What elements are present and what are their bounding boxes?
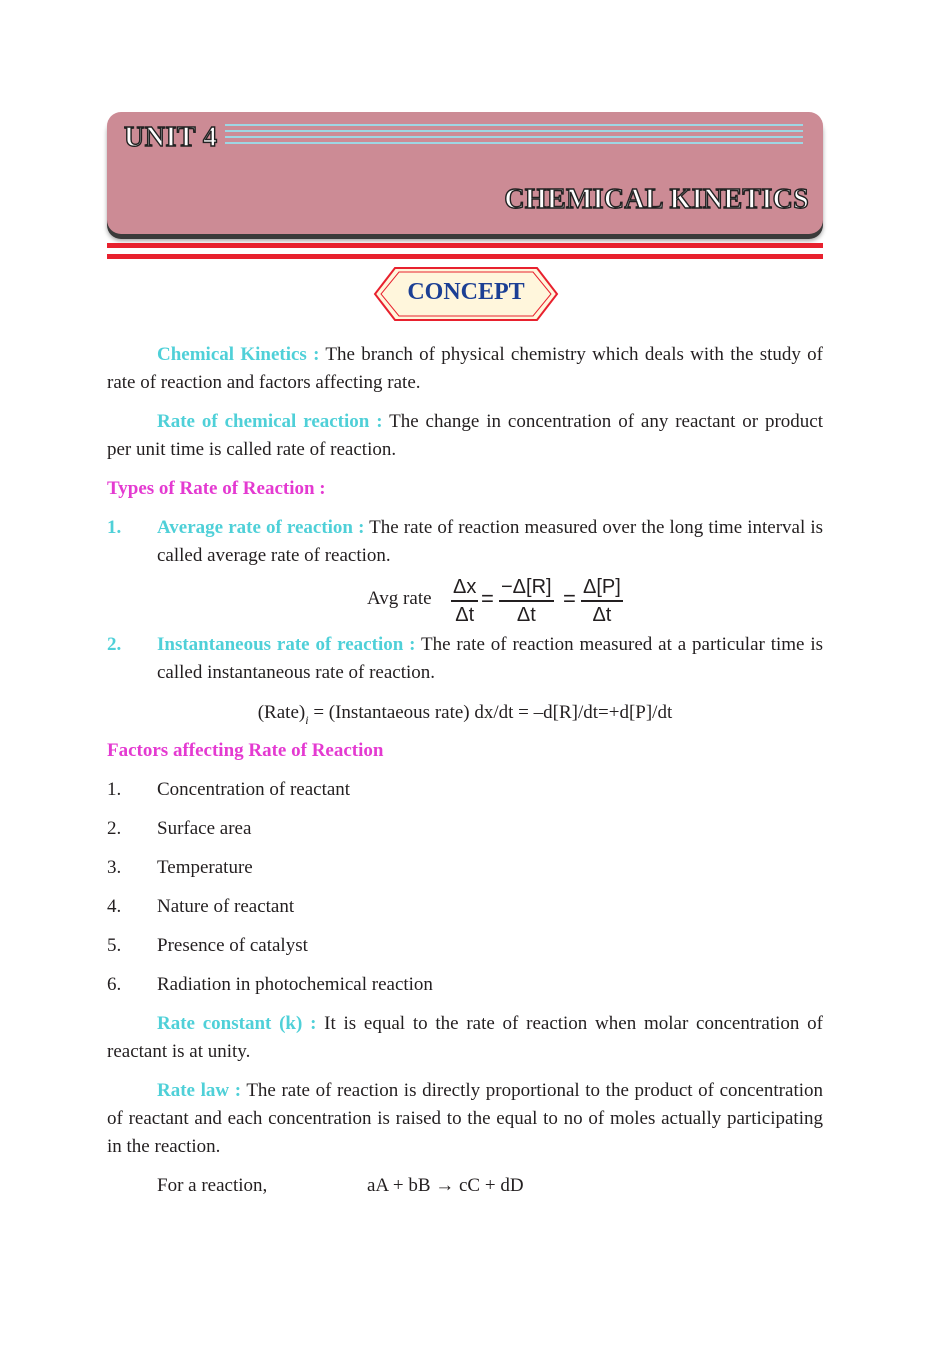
definition-rate-law [107,1077,823,1161]
fraction-dx-dt [451,574,478,628]
list-item [107,932,823,960]
divider-rule [107,243,823,248]
definition-text: It is equal to the rate of reaction when molar concentration of reactant is at unity. [107,1013,823,1062]
definition-text: The branch of physical chemistry which deals with the study of rate of reaction and factors affecting rate. [107,344,824,393]
list-number: 1. [107,779,122,800]
definition-chemical-kinetics [107,341,823,397]
reaction-equation: aA + bB → cC + dD [367,1175,524,1196]
item-text: Temperature [157,857,253,878]
term-average-rate: Average rate of reaction : [157,517,365,538]
term-instantaneous-rate: Instantaneous rate of reaction : [157,634,416,655]
list-number: 6. [107,974,122,995]
list-item [107,854,823,882]
types-heading: Types of Rate of Reaction : [107,478,326,499]
unit-banner [107,112,823,234]
equals-sign: = [563,586,576,611]
concept-badge [373,266,559,322]
list-number: 5. [107,935,122,956]
item-text: The rate of reaction measured at a particular time is called instantaneous rate of reaction. [157,634,824,683]
chapter-title: CHEMICAL KINETICS [504,184,809,215]
denominator: Δt [592,603,612,626]
numerator: Δx [453,576,477,598]
list-item [107,776,823,804]
term-chemical-kinetics: Chemical Kinetics : [157,344,320,365]
equals-sign: = [481,586,494,611]
denominator: Δt [516,603,536,626]
term-rate-law: Rate law : [157,1080,242,1101]
definition-text: The rate of reaction is directly proportional to the product of concentration of reactant and each concentration is raised to the equal to no of moles actually participating in the reaction. [107,1080,823,1157]
definition-rate-of-reaction [107,408,823,464]
list-item [107,971,823,999]
list-number: 2. [107,818,122,839]
list-number: 1. [107,517,122,538]
item-text: Presence of catalyst [157,935,308,956]
equation-lhs: (Rate) [257,702,306,723]
list-number: 4. [107,896,122,917]
list-item [107,815,823,843]
numerator: −Δ[R] [501,576,552,598]
list-item [107,631,823,687]
fraction-dP-dt [581,574,623,628]
term-rate-of-reaction: Rate of chemical reaction : [157,411,383,432]
banner-decor-lines [225,124,803,148]
list-item [107,893,823,921]
item-text: Surface area [157,818,252,839]
item-text: The rate of reaction measured over the long time interval is called average rate of reaction. [157,517,824,566]
denominator: Δt [455,603,475,626]
term-rate-constant: Rate constant (k) : [157,1013,317,1034]
definition-rate-constant [107,1010,823,1066]
instantaneous-rate-equation [107,699,823,728]
concept-label: CONCEPT [407,279,525,305]
reaction-label: For a reaction, [157,1175,268,1196]
equation-rhs: = (Instantaeous rate) dx/dt = –d[R]/dt=+d[P]/dt [308,702,673,723]
divider-rule-secondary [107,254,823,259]
list-item [107,514,823,570]
factors-heading: Factors affecting Rate of Reaction [107,740,384,761]
item-text: Nature of reactant [157,896,295,917]
item-text: Radiation in photochemical reaction [157,974,433,995]
equation-label: Avg rate [367,588,432,609]
list-number: 3. [107,857,122,878]
unit-label: UNIT 4 [124,122,218,153]
fraction-dR-dt [499,574,554,628]
list-number: 2. [107,634,122,655]
definition-text: The change in concentration of any reactant or product per unit time is called rate of reaction. [107,411,823,460]
numerator: Δ[P] [583,576,621,598]
item-text: Concentration of reactant [157,779,351,800]
equation-subscript: i [305,713,309,727]
